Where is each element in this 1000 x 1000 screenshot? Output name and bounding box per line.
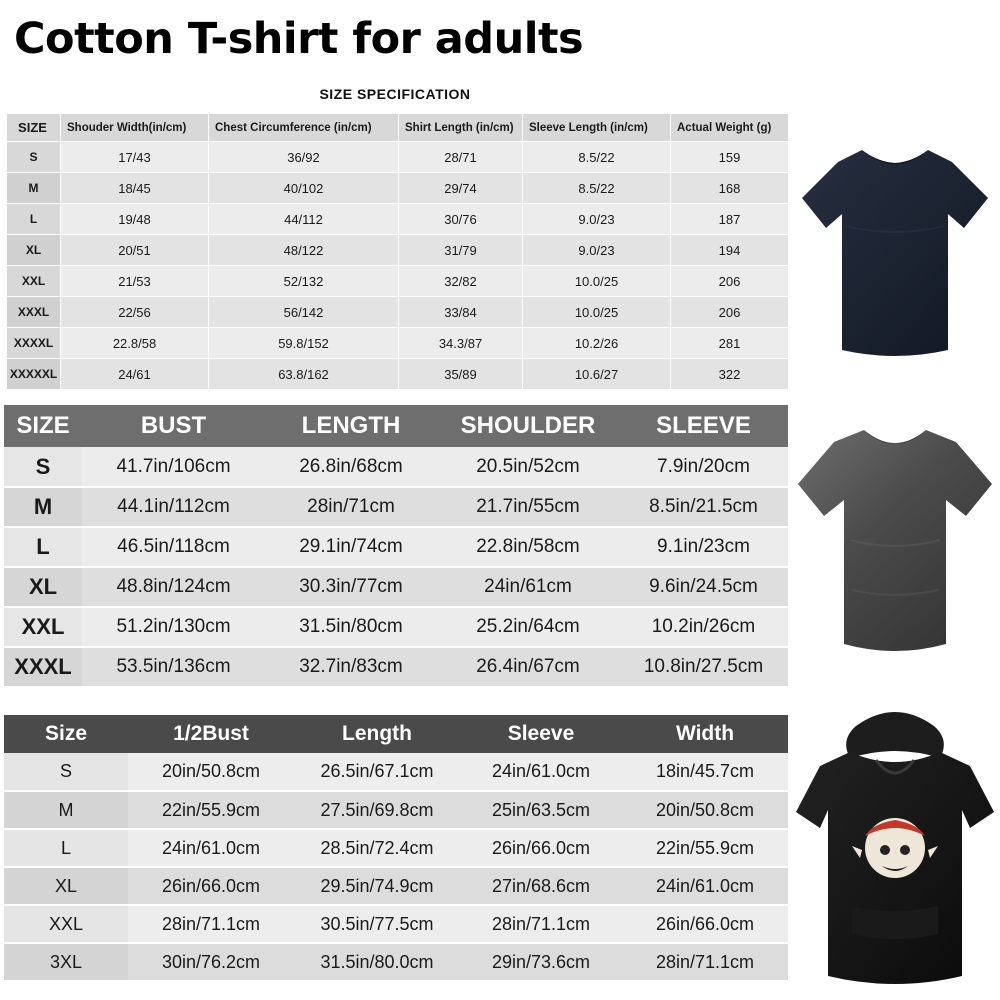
- cell-length: 26.8in/68cm: [265, 447, 437, 487]
- cell-size: L: [4, 829, 128, 867]
- cell-weight: 194: [671, 235, 789, 266]
- th-length: LENGTH: [265, 405, 437, 447]
- cell-length: 33/84: [399, 297, 523, 328]
- cell-shoulder: 20/51: [61, 235, 209, 266]
- cell-bust: 51.2in/130cm: [82, 607, 265, 647]
- cell-width: 20in/50.8cm: [622, 791, 788, 829]
- cell-sleeve: 9.6in/24.5cm: [619, 567, 788, 607]
- cell-sleeve: 7.9in/20cm: [619, 447, 788, 487]
- cell-shoulder: 21/53: [61, 266, 209, 297]
- cell-sleeve: 8.5/22: [523, 173, 671, 204]
- cell-weight: 187: [671, 204, 789, 235]
- cell-size: S: [4, 447, 82, 487]
- cell-length: 30.5in/77.5cm: [294, 905, 460, 943]
- cell-sleeve: 28in/71.1cm: [460, 905, 622, 943]
- half-bust-length-sleeve-width-table: [4, 715, 788, 982]
- cell-length: 28in/71cm: [265, 487, 437, 527]
- cell-length: 32.7in/83cm: [265, 647, 437, 687]
- cell-sleeve: 10.6/27: [523, 359, 671, 390]
- cell-length: 28/71: [399, 142, 523, 173]
- cell-sleeve: 10.8in/27.5cm: [619, 647, 788, 687]
- table-row: [7, 204, 789, 235]
- cell-size: L: [4, 527, 82, 567]
- table-row: [7, 235, 789, 266]
- cell-size: XXXL: [7, 297, 61, 328]
- cell-length: 31.5in/80cm: [265, 607, 437, 647]
- cell-sleeve: 10.0/25: [523, 266, 671, 297]
- cell-sleeve: 8.5in/21.5cm: [619, 487, 788, 527]
- table-header-row: [4, 715, 788, 753]
- cell-sleeve: 9.0/23: [523, 235, 671, 266]
- cell-size: M: [7, 173, 61, 204]
- th-actual-weight: Actual Weight (g): [671, 114, 789, 142]
- cell-half-bust: 26in/66.0cm: [128, 867, 294, 905]
- th-size: Size: [4, 715, 128, 753]
- table-row: [7, 173, 789, 204]
- cell-length: 29.1in/74cm: [265, 527, 437, 567]
- size-specification-table: [6, 113, 789, 390]
- cell-half-bust: 22in/55.9cm: [128, 791, 294, 829]
- cell-bust: 46.5in/118cm: [82, 527, 265, 567]
- cell-length: 27.5in/69.8cm: [294, 791, 460, 829]
- th-width: Width: [622, 715, 788, 753]
- cell-shoulder: 24/61: [61, 359, 209, 390]
- cell-shoulder: 25.2in/64cm: [437, 607, 619, 647]
- th-size: SIZE: [7, 114, 61, 142]
- table-row: [4, 527, 788, 567]
- cell-length: 30.3in/77cm: [265, 567, 437, 607]
- cell-size: S: [4, 753, 128, 791]
- cell-bust: 48.8in/124cm: [82, 567, 265, 607]
- cell-chest: 56/142: [209, 297, 399, 328]
- cell-length: 30/76: [399, 204, 523, 235]
- cell-shoulder: 26.4in/67cm: [437, 647, 619, 687]
- cell-length: 31/79: [399, 235, 523, 266]
- cell-chest: 36/92: [209, 142, 399, 173]
- cell-weight: 206: [671, 297, 789, 328]
- th-shoulder-width: Shouder Width(in/cm): [61, 114, 209, 142]
- cell-chest: 48/122: [209, 235, 399, 266]
- th-shirt-length: Shirt Length (in/cm): [399, 114, 523, 142]
- cell-shoulder: 20.5in/52cm: [437, 447, 619, 487]
- cell-size: XXXXL: [7, 328, 61, 359]
- cell-width: 28in/71.1cm: [622, 943, 788, 981]
- cell-width: 24in/61.0cm: [622, 867, 788, 905]
- table-row: [4, 905, 788, 943]
- cell-width: 18in/45.7cm: [622, 753, 788, 791]
- th-bust: BUST: [82, 405, 265, 447]
- cell-bust: 53.5in/136cm: [82, 647, 265, 687]
- cell-size: XL: [4, 567, 82, 607]
- cell-sleeve: 9.1in/23cm: [619, 527, 788, 567]
- product-image-navy-tshirt: [790, 118, 1000, 393]
- cell-length: 35/89: [399, 359, 523, 390]
- cell-sleeve: 8.5/22: [523, 142, 671, 173]
- cell-shoulder: 22.8/58: [61, 328, 209, 359]
- table-row: [4, 829, 788, 867]
- cell-size: XXXXXL: [7, 359, 61, 390]
- cell-weight: 322: [671, 359, 789, 390]
- cell-half-bust: 24in/61.0cm: [128, 829, 294, 867]
- cell-shoulder: 24in/61cm: [437, 567, 619, 607]
- cell-chest: 52/132: [209, 266, 399, 297]
- product-image-black-hoodie: [790, 700, 1000, 1000]
- cell-length: 34.3/87: [399, 328, 523, 359]
- th-size: SIZE: [4, 405, 82, 447]
- table-row: [7, 359, 789, 390]
- cell-width: 22in/55.9cm: [622, 829, 788, 867]
- cell-size: XL: [7, 235, 61, 266]
- cell-size: XXL: [7, 266, 61, 297]
- table-row: [4, 791, 788, 829]
- cell-half-bust: 30in/76.2cm: [128, 943, 294, 981]
- cell-chest: 40/102: [209, 173, 399, 204]
- cell-length: 29.5in/74.9cm: [294, 867, 460, 905]
- cell-chest: 59.8/152: [209, 328, 399, 359]
- cell-size: XXXL: [4, 647, 82, 687]
- cell-length: 32/82: [399, 266, 523, 297]
- cell-sleeve: 10.2in/26cm: [619, 607, 788, 647]
- cell-bust: 41.7in/106cm: [82, 447, 265, 487]
- cell-size: M: [4, 487, 82, 527]
- table-header-row: [4, 405, 788, 447]
- table-row: [4, 607, 788, 647]
- cell-width: 26in/66.0cm: [622, 905, 788, 943]
- th-chest-circumference: Chest Circumference (in/cm): [209, 114, 399, 142]
- cell-size: XL: [4, 867, 128, 905]
- cell-sleeve: 9.0/23: [523, 204, 671, 235]
- cell-length: 26.5in/67.1cm: [294, 753, 460, 791]
- table-row: [4, 567, 788, 607]
- cell-size: S: [7, 142, 61, 173]
- page-title: Cotton T-shirt for adults: [14, 14, 584, 64]
- table-row: [7, 297, 789, 328]
- cell-sleeve: 24in/61.0cm: [460, 753, 622, 791]
- cell-length: 28.5in/72.4cm: [294, 829, 460, 867]
- cell-half-bust: 20in/50.8cm: [128, 753, 294, 791]
- cell-size: XXL: [4, 905, 128, 943]
- cell-size: XXL: [4, 607, 82, 647]
- th-sleeve-length: Sleeve Length (in/cm): [523, 114, 671, 142]
- cell-size: M: [4, 791, 128, 829]
- bust-length-shoulder-sleeve-table: [4, 405, 788, 688]
- table-row: [4, 647, 788, 687]
- cell-shoulder: 17/43: [61, 142, 209, 173]
- cell-bust: 44.1in/112cm: [82, 487, 265, 527]
- cell-length: 29/74: [399, 173, 523, 204]
- size-specification-caption: SIZE SPECIFICATION: [319, 86, 471, 102]
- cell-chest: 44/112: [209, 204, 399, 235]
- th-length: Length: [294, 715, 460, 753]
- cell-sleeve: 26in/66.0cm: [460, 829, 622, 867]
- cell-length: 31.5in/80.0cm: [294, 943, 460, 981]
- cell-shoulder: 22/56: [61, 297, 209, 328]
- table-row: [4, 753, 788, 791]
- cell-chest: 63.8/162: [209, 359, 399, 390]
- cell-sleeve: 25in/63.5cm: [460, 791, 622, 829]
- cell-shoulder: 19/48: [61, 204, 209, 235]
- cell-sleeve: 10.0/25: [523, 297, 671, 328]
- cell-shoulder: 18/45: [61, 173, 209, 204]
- cell-weight: 168: [671, 173, 789, 204]
- th-shoulder: SHOULDER: [437, 405, 619, 447]
- cell-sleeve: 27in/68.6cm: [460, 867, 622, 905]
- cell-sleeve: 29in/73.6cm: [460, 943, 622, 981]
- table-row: [7, 328, 789, 359]
- table-row: [7, 142, 789, 173]
- table-row: [4, 943, 788, 981]
- cell-weight: 159: [671, 142, 789, 173]
- cell-shoulder: 22.8in/58cm: [437, 527, 619, 567]
- table-row: [4, 867, 788, 905]
- th-sleeve: Sleeve: [460, 715, 622, 753]
- table-row: [4, 487, 788, 527]
- cell-size: L: [7, 204, 61, 235]
- cell-sleeve: 10.2/26: [523, 328, 671, 359]
- th-sleeve: SLEEVE: [619, 405, 788, 447]
- product-image-washed-grey-tshirt: [790, 400, 1000, 690]
- table-row: [7, 266, 789, 297]
- cell-weight: 281: [671, 328, 789, 359]
- cell-size: 3XL: [4, 943, 128, 981]
- th-half-bust: 1/2Bust: [128, 715, 294, 753]
- cell-shoulder: 21.7in/55cm: [437, 487, 619, 527]
- cell-weight: 206: [671, 266, 789, 297]
- table-header-row: [7, 114, 789, 142]
- cell-half-bust: 28in/71.1cm: [128, 905, 294, 943]
- table-row: [4, 447, 788, 487]
